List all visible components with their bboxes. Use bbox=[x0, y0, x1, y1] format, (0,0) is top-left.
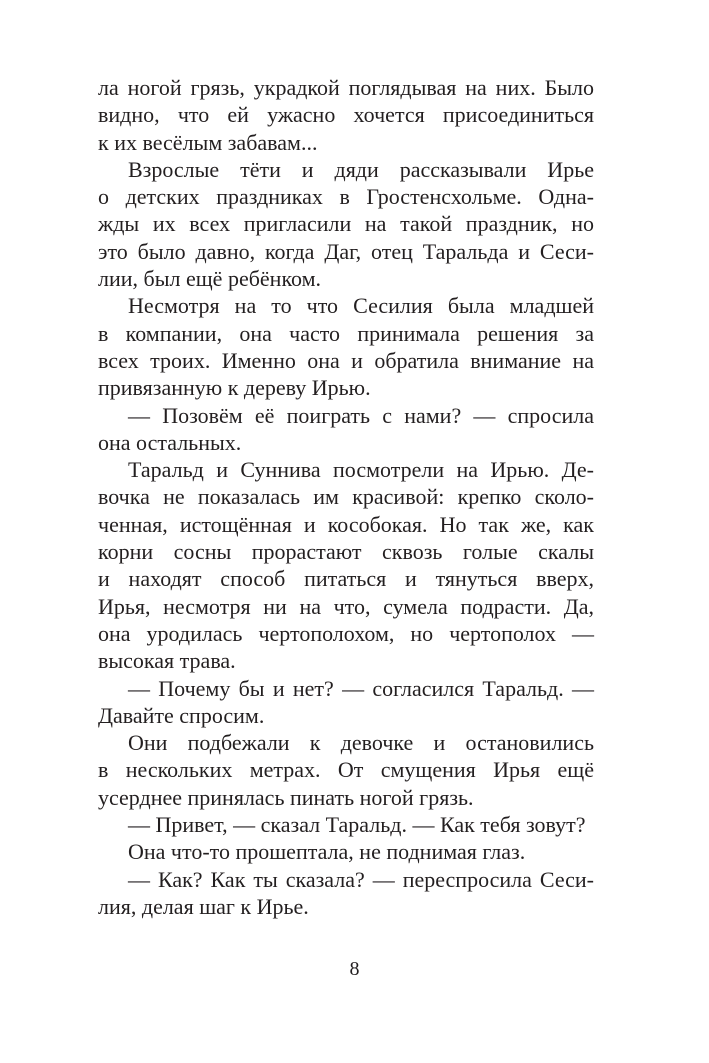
text-line: Несмотря на то что Сесилия была младшей bbox=[128, 293, 594, 319]
text-line: вочка не показалась им красивой: крепко сколо- bbox=[98, 484, 594, 510]
text-line: ла ногой грязь, украдкой поглядывая на них. Было bbox=[98, 75, 594, 100]
text-line: — Позовём её поиграть с нами? — спросила bbox=[128, 402, 594, 428]
text-line: Взрослые тёти и дяди рассказывали Ирье bbox=[128, 156, 594, 182]
text-line: привязанную к дереву Ирью. bbox=[98, 375, 371, 401]
text-line: — Почему бы и нет? — согласился Таральд. — bbox=[128, 675, 594, 701]
body-text bbox=[98, 74, 594, 920]
text-line: в компании, она часто принимала решения за bbox=[98, 320, 594, 346]
text-line: Она что-то прошептала, не поднимая глаз. bbox=[128, 839, 526, 865]
text-line: лии, был ещё ребёнком. bbox=[98, 266, 322, 292]
text-line: — Как? Как ты сказала? — переспросила Сеси- bbox=[128, 866, 594, 892]
text-line: Они подбежали к девочке и остановились bbox=[128, 730, 594, 756]
text-line: жды их всех пригласили на такой праздник, но bbox=[98, 211, 594, 237]
text-line: высокая трава. bbox=[98, 648, 236, 674]
text-line: к их весёлым забавам... bbox=[98, 129, 318, 155]
text-line: — Привет, — сказал Таральд. — Как тебя зовут? bbox=[128, 812, 586, 838]
text-line: Таральд и Суннива посмотрели на Ирью. Де- bbox=[128, 457, 594, 483]
text-line: в нескольких метрах. От смущения Ирья ещё bbox=[98, 757, 594, 783]
text-line: ченная, истощённая и кособокая. Но так же, как bbox=[98, 511, 594, 537]
text-line: она остальных. bbox=[98, 429, 242, 455]
text-line: усерднее принялась пинать ногой грязь. bbox=[98, 784, 474, 810]
text-line: Ирья, несмотря ни на что, сумела подрасти. Да, bbox=[98, 593, 594, 619]
text-line: о детских праздниках в Гростенсхольме. Одна- bbox=[98, 184, 594, 210]
text-line: Давайте спросим. bbox=[98, 702, 265, 728]
page-number: 8 bbox=[349, 958, 360, 980]
text-line: она уродилась чертополохом, но чертополох — bbox=[98, 620, 594, 646]
text-line: и находят способ питаться и тянуться вверх, bbox=[98, 566, 594, 592]
text-line: всех троих. Именно она и обратила внимание на bbox=[98, 347, 594, 373]
text-line: видно, что ей ужасно хочется присоединиться bbox=[98, 102, 594, 128]
text-line: корни сосны прорастают сквозь голые скалы bbox=[98, 539, 594, 565]
text-line: лия, делая шаг к Ирье. bbox=[98, 893, 309, 919]
text-line: это было давно, когда Даг, отец Таральда и Сеси- bbox=[98, 238, 594, 264]
